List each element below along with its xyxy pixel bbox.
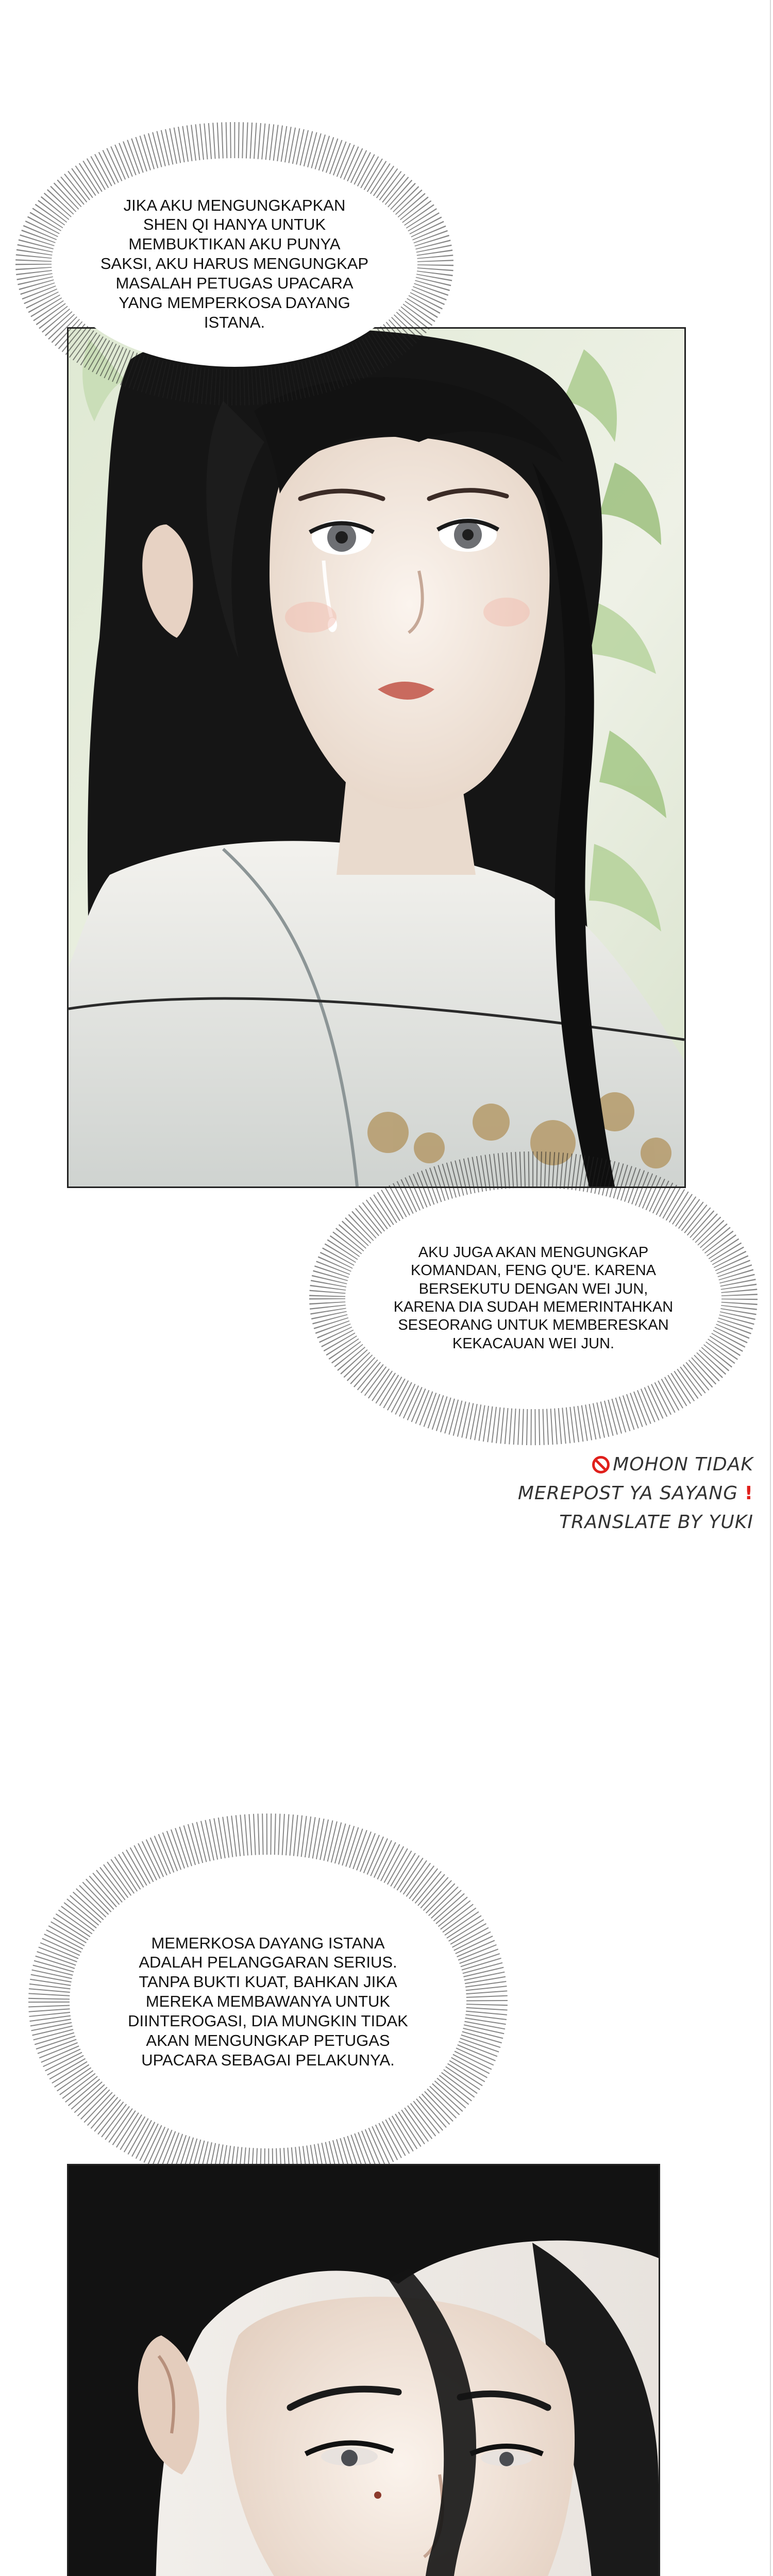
- translator-credit: [518, 1450, 753, 1536]
- exclamation-mark: !: [744, 1482, 753, 1504]
- speech-bubble-1: [28, 135, 441, 393]
- speech-bubble-3: [41, 1826, 495, 2177]
- credit-line-3: TRANSLATE BY YUKI: [559, 1511, 753, 1533]
- no-sign-icon: [592, 1456, 610, 1473]
- panel-man-face: [67, 2164, 660, 2576]
- strip-edge-line: [770, 0, 771, 2576]
- panel-crying-woman: [67, 327, 686, 1188]
- credit-line-1: MOHON TIDAK: [518, 1450, 753, 1479]
- speech-text-1: JIKA AKU MENGUNGKAPKAN SHEN QI HANYA UNTUK MEMBUKTIKAN AKU PUNYA SAKSI, AKU HARUS MENGUNGKAP MASALAH PETUGAS UPACARA YANG MEMPERKOSA DAYANG ISTANA.: [100, 196, 369, 331]
- speech-text-3: MEMERKOSA DAYANG ISTANA ADALAH PELANGGARAN SERIUS. TANPA BUKTI KUAT, BAHKAN JIKA MEREKA MEMBAWANYA UNTUK DIINTEROGASI, DIA MUNGKIN TIDAK AKAN MENGUNGKAP PETUGAS UPACARA SEBAGAI PELAKUNYA.: [128, 1934, 408, 2069]
- credit-line-2: MEREPOST YA SAYANG !: [517, 1482, 753, 1504]
- speech-bubble-2: [320, 1162, 747, 1435]
- speech-text-2: AKU JUGA AKAN MENGUNGKAP KOMANDAN, FENG QU'E. KARENA BERSEKUTU DENGAN WEI JUN, KARENA DIA SUDAH MEMERINTAHKAN SESEORANG UNTUK MEMBERESKAN KEKACAUAN WEI JUN.: [393, 1244, 674, 1352]
